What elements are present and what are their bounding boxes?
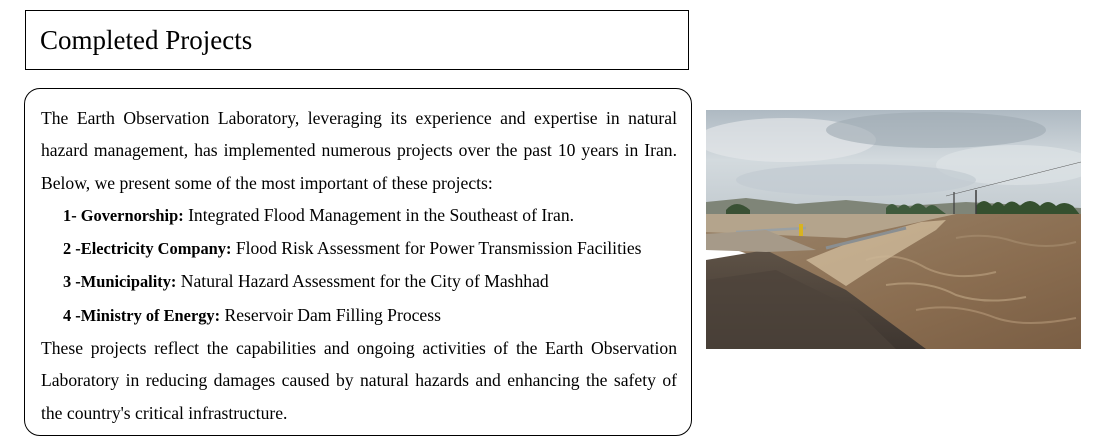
project-organization: Electricity Company: [80, 239, 232, 259]
page-title: Completed Projects [40, 24, 253, 55]
project-number: 2 - [63, 239, 81, 259]
project-organization: Governorship: [80, 205, 184, 225]
project-organization: Ministry of Energy: [80, 305, 221, 325]
project-number: 4 - [63, 305, 81, 325]
project-number: 3 - [63, 272, 81, 292]
project-description: Reservoir Dam Filling Process [220, 304, 441, 325]
list-item [41, 199, 677, 232]
page-title-box [25, 10, 689, 70]
project-organization: Municipality: [80, 272, 177, 292]
project-description: Integrated Flood Management in the Southeast of Iran. [183, 204, 575, 225]
list-item [41, 299, 677, 332]
intro-paragraph: The Earth Observation Laboratory, leveraging its experience and expertise in natural hazard management, has implemented numerous projects over the past 10 years in Iran. Below, we present some of the most important of these projects: [41, 108, 677, 193]
list-item [41, 265, 677, 298]
project-description: Natural Hazard Assessment for the City of Mashhad [176, 271, 549, 292]
projects-list [41, 199, 677, 332]
conclusion-paragraph: These projects reflect the capabilities and ongoing activities of the Earth Observation Laboratory in reducing damages caused by natural hazards and enhancing the safety of the country's critical infrastructure. [41, 338, 677, 423]
project-number: 1- [63, 205, 81, 225]
project-description: Flood Risk Assessment for Power Transmission Facilities [231, 238, 642, 259]
content-panel [24, 88, 692, 436]
flood-photo [706, 110, 1081, 349]
list-item [41, 232, 677, 265]
